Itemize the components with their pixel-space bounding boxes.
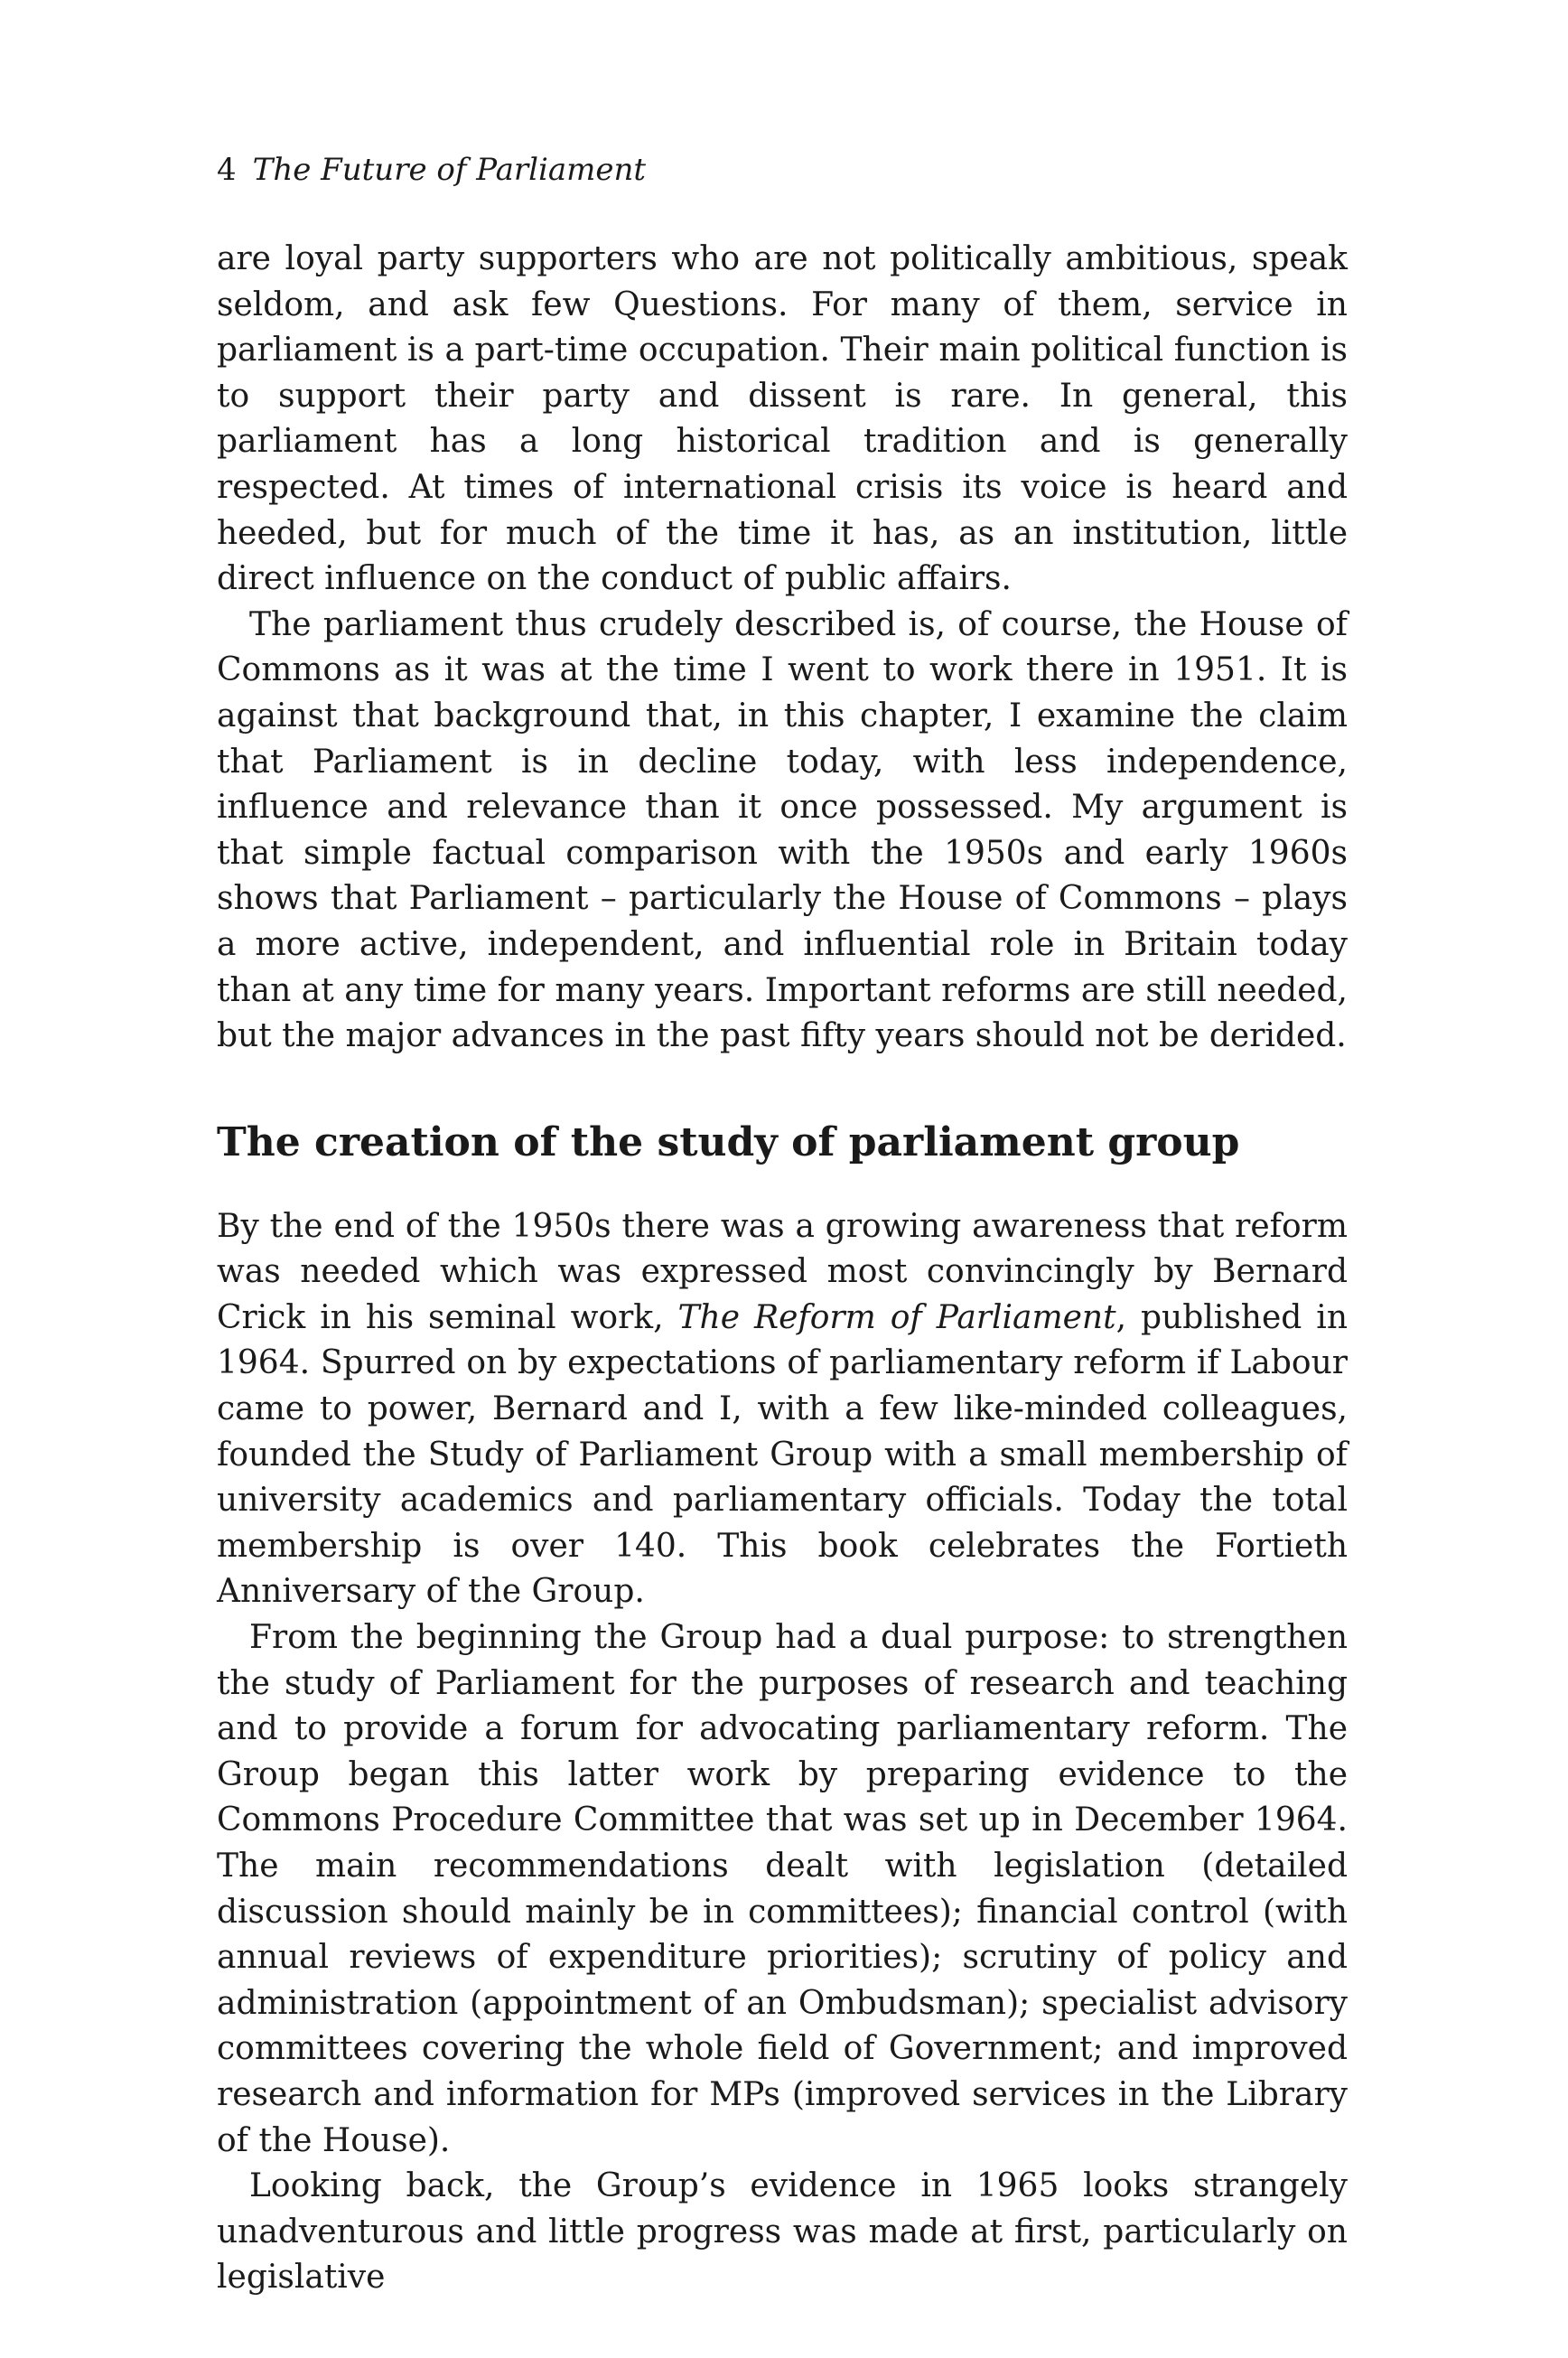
section-paragraph-2: From the beginning the Group had a dual purpose: to strengthen the study of Parliament for the purposes of research and teaching and to provide a forum for advocating parliamentary reform. The Group began this latter work by preparing evidence to the Commons Procedure Committee that was set up in December 1964. The main recommendations dealt with legislation (detailed discussion should mainly be in committees); financial control (with annual reviews of expenditure priorities); scrutiny of policy and administration (appointment of an Ombudsman); specialist advisory committees covering the whole field of Government; and improved research and information for MPs (improved services in the Library of the House).	[217, 1619, 1348, 2159]
paragraph-2: The parliament thus crudely described is, of course, the House of Commons as it was at the time I went to work there in 1951. It is against that background that, in this chapter, I examine the claim that Parliament is in decline today, with less independence, influence and relevance than it once possessed. My argument is that simple factual comparison with the 1950s and early 1960s shows that Parliament – particularly the House of Commons – plays a more active, independent, and influential role in Britain today than at any time for many years. Important reforms are still needed, but the major advances in the past fifty years should not be derided.	[217, 605, 1348, 1055]
section-paragraph-3: Looking back, the Group’s evidence in 1965 looks strangely unadventurous and little progress was made at first, particularly on legislative	[217, 2167, 1348, 2297]
cited-book-title: The Reform of Parliament	[677, 1298, 1116, 1336]
book-title: The Future of Parliament	[252, 152, 647, 188]
body-text	[217, 237, 1348, 2301]
section-heading: The creation of the study of parliament group	[217, 1118, 1240, 1165]
paragraph-1: are loyal party supporters who are not politically ambitious, speak seldom, and ask few Questions. For many of them, service in parliament is a part-time occupation. Their main political function is to support their party and dissent is rare. In general, this parliament has a long historical tradition and is generally respected. At times of international crisis its voice is heard and heeded, but for much of the time it has, as an institution, little direct influence on the conduct of public affairs.	[217, 240, 1348, 598]
section-paragraph-1-before: By the end of the 1950s there was a growing awareness that reform was needed which was expressed most convincingly by Bernard Crick in his seminal work,	[217, 1207, 1348, 1336]
section-paragraph-1-after: , published in 1964. Spurred on by expectations of parliamentary reform if Labour came to power, Bernard and I, with a few like-minded colleagues, founded the Study of Parliament Group with a small membership of university academics and parliamentary officials. Today the total membership is over 140. This book celebrates the Fortieth Anniversary of the Group.	[217, 1298, 1348, 1611]
page-number: 4	[217, 152, 237, 188]
section-paragraph-1	[217, 1204, 1348, 1615]
running-head	[217, 152, 646, 188]
